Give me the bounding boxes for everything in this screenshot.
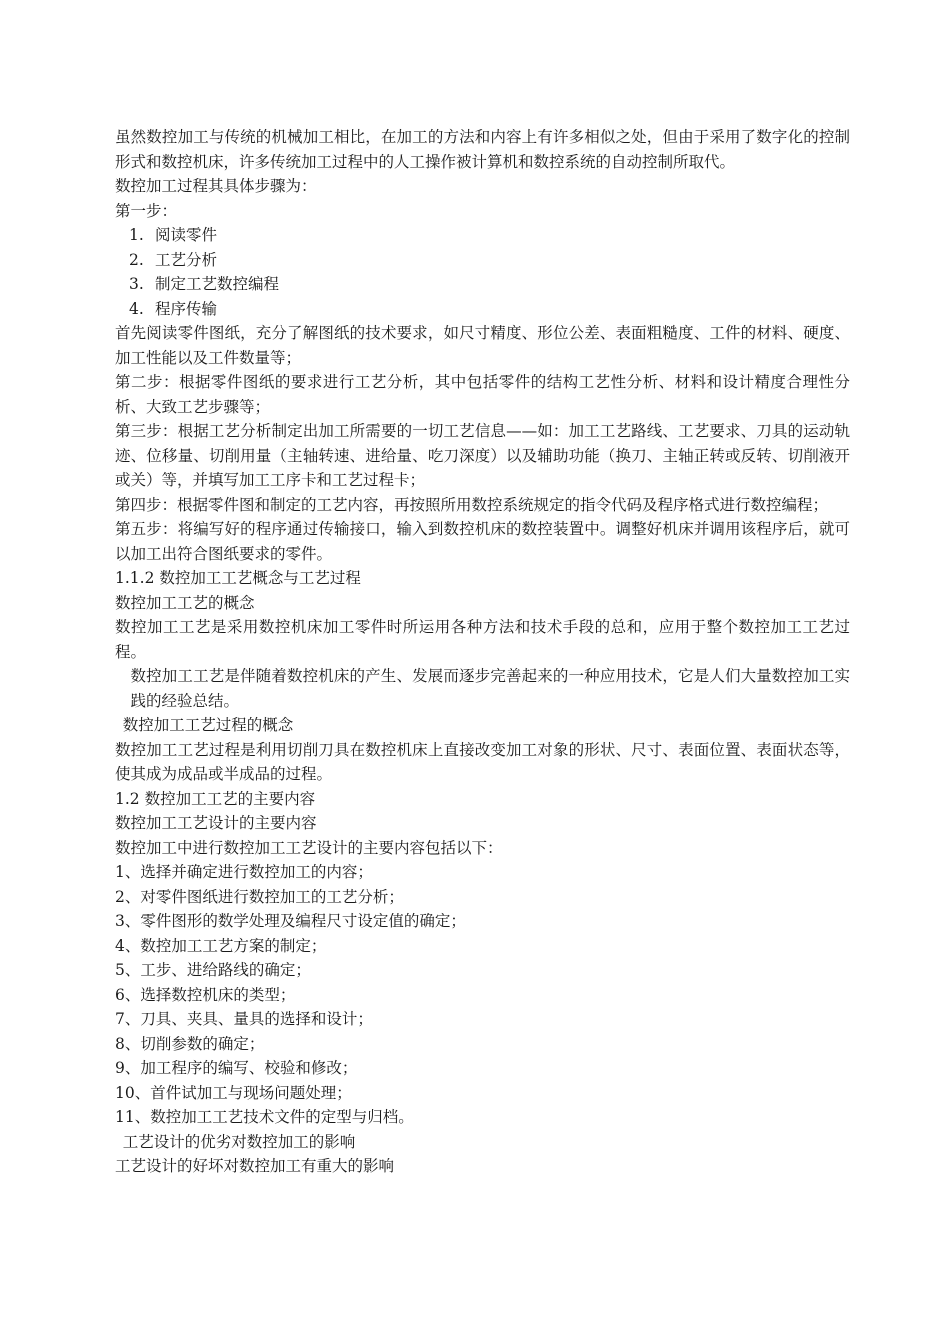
section-heading-112: 1.1.2 数控加工工艺概念与工艺过程 <box>115 569 361 587</box>
design-item: 8、切削参数的确定； <box>115 1034 265 1053</box>
list-item-text: 程序传输 <box>155 299 218 318</box>
quality-paragraph: 工艺设计的好坏对数控加工有重大的影响 <box>115 1157 395 1175</box>
section-heading-12: 1.2 数控加工工艺的主要内容 <box>115 789 316 808</box>
step1-description: 首先阅读零件图纸，充分了解图纸的技术要求，如尺寸精度、形位公差、表面粗糙度、工件的材料、硬度、加工性能以及工件数量等； <box>115 324 850 367</box>
process-paragraph: 数控加工工艺过程是利用切削刀具在数控机床上直接改变加工对象的形状、尺寸、表面位置、表面状态等，使其成为成品或半成品的过程。 <box>115 740 850 783</box>
step5-paragraph: 第五步：将编写好的程序通过传输接口，输入到数控机床的数控装置中。调整好机床并调用该程序后，就可以加工出符合图纸要求的零件。 <box>115 520 850 563</box>
step1-numbered-list <box>115 223 850 321</box>
design-item: 6、选择数控机床的类型； <box>115 985 296 1004</box>
design-item: 10、首件试加工与现场问题处理； <box>115 1083 352 1102</box>
design-item: 2、对零件图纸进行数控加工的工艺分析； <box>115 887 404 906</box>
list-item-number: 1. <box>129 226 144 244</box>
list-item <box>115 223 850 248</box>
design-intro: 数控加工中进行数控加工工艺设计的主要内容包括以下： <box>115 838 503 857</box>
design-item: 1、选择并确定进行数控加工的内容； <box>115 863 373 881</box>
list-item <box>115 272 850 297</box>
design-item: 5、工步、进给路线的确定； <box>115 961 311 979</box>
list-item-text: 阅读零件 <box>155 226 218 244</box>
document-body <box>115 125 850 1179</box>
intro-paragraph: 虽然数控加工与传统的机械加工相比，在加工的方法和内容上有许多相似之处，但由于采用了数字化的控制形式和数控机床，许多传统加工过程中的人工操作被计算机和数控系统的自动控制所取代。 <box>115 128 850 171</box>
list-item <box>115 248 850 273</box>
design-item: 3、零件图形的数学处理及编程尺寸设定值的确定； <box>115 912 466 930</box>
list-item-number: 4. <box>129 299 144 318</box>
list-item-text: 工艺分析 <box>155 250 218 269</box>
design-item: 4、数控加工工艺方案的制定； <box>115 936 327 955</box>
list-item-number: 3. <box>129 275 144 293</box>
step1-label: 第一步： <box>115 201 178 220</box>
step2-paragraph: 第二步：根据零件图纸的要求进行工艺分析，其中包括零件的结构工艺性分析、材料和设计精度合理性分析、大致工艺步骤等； <box>115 373 850 416</box>
concept-paragraph-1: 数控加工工艺是采用数控机床加工零件时所运用各种方法和技术手段的总和，应用于整个数控加工工艺过程。 <box>115 618 850 661</box>
list-item-text: 制定工艺数控编程 <box>155 275 280 293</box>
step3-paragraph: 第三步：根据工艺分析制定出加工所需要的一切工艺信息——如：加工工艺路线、工艺要求、刀具的运动轨迹、位移量、切削用量（主轴转速、进给量、吃刀深度）以及辅助功能（换刀、主轴正转或反转、切削液开或关）等，并填写加工工序卡和工艺过程卡； <box>115 422 850 489</box>
quality-heading: 工艺设计的优劣对数控加工的影响 <box>122 1132 356 1151</box>
concept-heading: 数控加工工艺的概念 <box>115 593 255 612</box>
design-heading: 数控加工工艺设计的主要内容 <box>115 814 317 832</box>
design-item: 7、刀具、夹具、量具的选择和设计； <box>115 1010 373 1028</box>
list-item-number: 2. <box>129 250 144 269</box>
process-heading: 数控加工工艺过程的概念 <box>122 716 294 734</box>
concept-paragraph-2: 数控加工工艺是伴随着数控机床的产生、发展而逐步完善起来的一种应用技术，它是人们大量数控加工实践的经验总结。 <box>130 667 850 710</box>
design-item: 11、数控加工工艺技术文件的定型与归档。 <box>115 1108 414 1126</box>
list-item <box>115 297 850 322</box>
design-item: 9、加工程序的编写、校验和修改； <box>115 1059 358 1077</box>
step4-paragraph: 第四步：根据零件图和制定的工艺内容，再按照所用数控系统规定的指令代码及程序格式进行数控编程； <box>115 495 829 514</box>
steps-heading: 数控加工过程其具体步骤为： <box>115 177 317 195</box>
